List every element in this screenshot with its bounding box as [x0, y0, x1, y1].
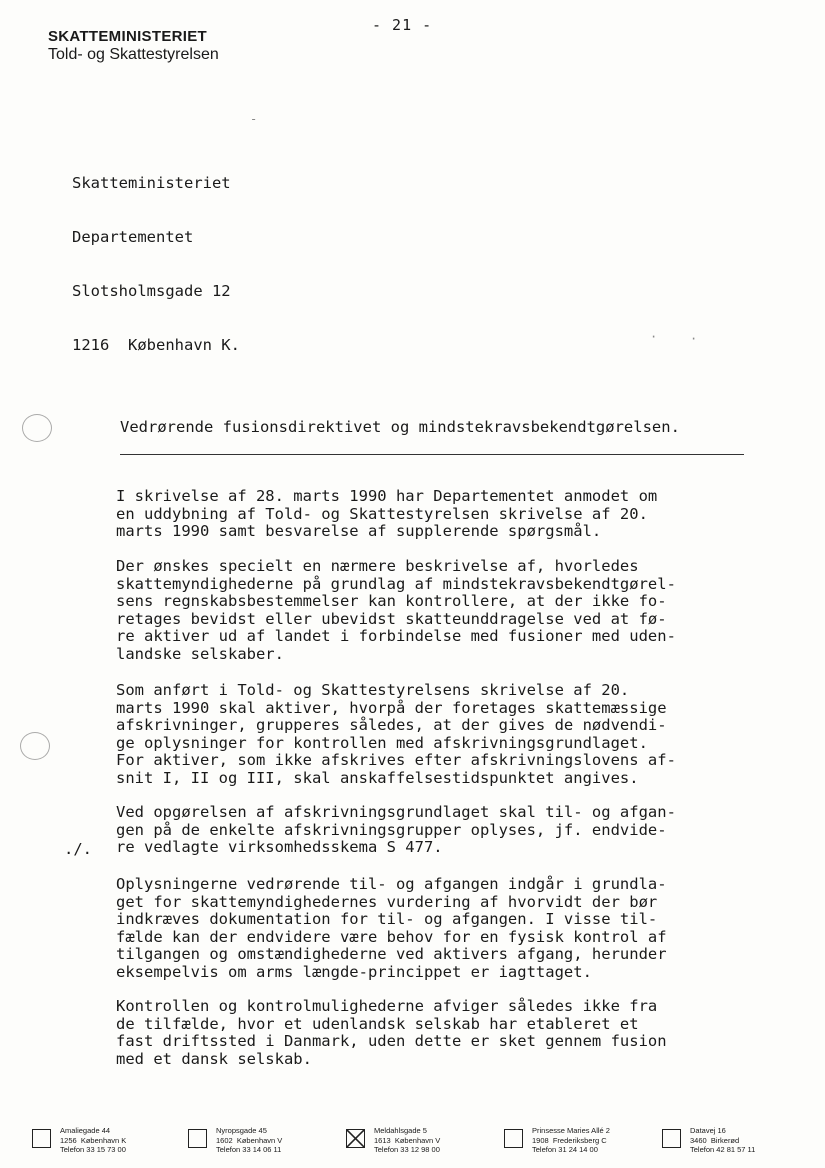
subject-line: Vedrørende fusionsdirektivet og mindstekravsbekendtgørelsen. [120, 418, 680, 436]
recipient-line: Slotsholmsgade 12 [72, 282, 231, 300]
ministry-name: SKATTEMINISTERIET [48, 28, 207, 45]
footer-offices [32, 1126, 822, 1166]
office-phone: Telefon 33 12 98 00 [374, 1145, 440, 1154]
scan-speck: · [650, 330, 658, 344]
cross-mark-icon [347, 1130, 364, 1147]
office-city: 1613 København V [374, 1135, 441, 1145]
checkbox [188, 1129, 207, 1148]
body-paragraph: Oplysningerne vedrørende til- og afgangen indgår i grundla- get for skattemyndighedernes vurdering af hvorvidt der bør indkræves dokumentation for til- og afgangen. I visse til- fælde kan der endvidere være behov for en fysisk kontrol af tilgangen og omstændighederne ved aktivers afgang, herunder eksempelvis om arms længde-princippet er iagttaget. [116, 875, 667, 981]
office-street: Datavej 16 [690, 1126, 726, 1135]
office-street: Nyropsgade 45 [216, 1126, 267, 1135]
checkbox [32, 1129, 51, 1148]
recipient-line: 1216 København K. [72, 336, 240, 354]
body-paragraph: I skrivelse af 28. marts 1990 har Departementet anmodet om en uddybning af Told- og Skattestyrelsen skrivelse af 20. marts 1990 samt besvarelse af supplerende spørgsmål. [116, 487, 658, 541]
office-phone: Telefon 33 14 06 11 [216, 1145, 282, 1154]
enclosure-mark: ./. [64, 840, 92, 858]
letterhead [48, 28, 219, 64]
body-paragraph: Kontrollen og kontrolmulighederne afviger således ikke fra de tilfælde, hvor et udenlandsk selskab har etableret et fast driftssted i Danmark, uden dette er sket gennem fusion med et dansk selskab. [116, 997, 667, 1068]
office-street: Amaliegade 44 [60, 1126, 111, 1135]
office-phone: Telefon 42 81 57 11 [690, 1145, 756, 1154]
body-paragraph: Som anført i Told- og Skattestyrelsens skrivelse af 20. marts 1990 skal aktiver, hvorpå der foretages skattemæssige afskrivninger, grupperes således, at der gives de nødvendi- ge oplysninger for kontrollen med afskrivningsgrundlaget. For aktiver, som ikke afskrives efter afskrivningslovens af- snit I, II og III, skal anskaffelsestidspunktet angives. [116, 681, 676, 787]
checkbox [504, 1129, 523, 1148]
checkbox [662, 1129, 681, 1148]
office-street: Prinsesse Maries Allé 2 [532, 1126, 610, 1135]
punch-hole [20, 732, 50, 760]
checkbox-checked [346, 1129, 365, 1148]
office-phone: Telefon 33 15 73 00 [60, 1145, 126, 1154]
office-street: Meldahlsgade 5 [374, 1126, 427, 1135]
scan-speck: - [250, 112, 258, 126]
recipient-line: Departementet [72, 228, 194, 246]
office-phone: Telefon 31 24 14 00 [532, 1145, 598, 1154]
agency-name: Told- og Skattestyrelsen [48, 46, 219, 63]
recipient-address [72, 138, 240, 372]
scan-speck: · [690, 332, 698, 346]
subject-underline [120, 454, 744, 455]
body-paragraph: Der ønskes specielt en nærmere beskrivelse af, hvorledes skattemyndighederne på grundlag af mindstekravsbekendtgørel- sens regnskabsbestemmelser kan kontrollere, at der ikke fo- retages bevidst eller ubevidst skatteunddragelse ved at fø- re aktiver ud af landet i forbindelse med fusioner med uden- landske selskaber. [116, 557, 676, 663]
punch-hole [22, 414, 52, 442]
body-paragraph: Ved opgørelsen af afskrivningsgrundlaget skal til- og afgan- gen på de enkelte afskrivningsgrupper oplyses, jf. endvide- re vedlagte virksomhedsskema S 477. [116, 803, 676, 857]
page-number: - 21 - [372, 16, 433, 34]
office-city: 1602 København V [216, 1135, 283, 1145]
office-city: 1256 København K [60, 1135, 127, 1145]
recipient-line: Skatteministeriet [72, 174, 231, 192]
office-city: 3460 Birkerød [690, 1135, 740, 1145]
office-city: 1908 Frederiksberg C [532, 1135, 607, 1145]
